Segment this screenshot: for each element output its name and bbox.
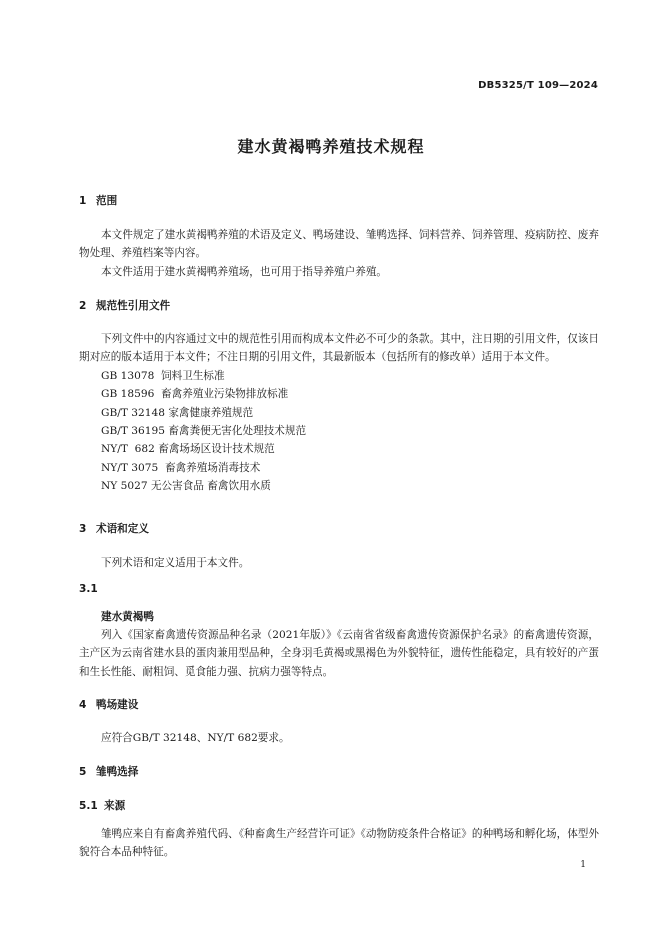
- reference-item: GB/T 36195 畜禽粪便无害化处理技术规范: [101, 425, 307, 438]
- section-1-heading: [79, 193, 117, 208]
- section-number: 1: [79, 195, 87, 207]
- reference-item: NY 5027 无公害食品 畜禽饮用水质: [101, 480, 271, 493]
- term-definition: [79, 626, 599, 681]
- section-4-body: [79, 729, 599, 747]
- subsection-title: 来源: [104, 800, 126, 812]
- section-5-heading: [79, 764, 138, 779]
- section-2-body: [79, 330, 599, 496]
- section-title: 范围: [96, 195, 118, 207]
- subsection-5-1-body: [79, 825, 599, 862]
- paragraph: 应符合GB/T 32148、NY/T 682要求。: [101, 732, 290, 744]
- paragraph: 下列文件中的内容通过文中的规范性引用而构成本文件必不可少的条款。其中，注日期的引用文件，仅该日期对应的版本适用于本文件；不注日期的引用文件，其最新版本（包括所有的修改单）适用于本文件。: [79, 333, 599, 364]
- paragraph: 雏鸭应来自有畜禽养殖代码、《种畜禽生产经营许可证》《动物防疫条件合格证》的种鸭场和孵化场，体型外貌符合本品种特征。: [79, 828, 599, 859]
- term-name: 建水黄褐鸭: [101, 611, 154, 623]
- section-title: 术语和定义: [96, 523, 149, 535]
- section-2-heading: [79, 298, 170, 313]
- reference-item: NY/T 682 畜禽场场区设计技术规范: [101, 443, 275, 456]
- section-title: 鸭场建设: [96, 699, 139, 711]
- subsection-number: 5.1: [79, 800, 98, 812]
- reference-item: GB/T 32148 家禽健康养殖规范: [101, 406, 254, 419]
- subsection-number: 3.1: [79, 583, 98, 595]
- section-title: 雏鸭选择: [96, 766, 139, 778]
- paragraph: 本文件规定了建水黄褐鸭养殖的术语及定义、鸭场建设、雏鸭选择、饲料营养、饲养管理、疫病防控、废弃物处理、养殖档案等内容。: [79, 229, 599, 260]
- paragraph: 下列术语和定义适用于本文件。: [101, 557, 250, 569]
- normative-reference-list: [79, 367, 599, 496]
- section-3-heading: [79, 521, 149, 536]
- section-number: 4: [79, 699, 87, 711]
- reference-item: NY/T 3075 畜禽养殖场消毒技术: [101, 461, 261, 474]
- reference-item: GB 18596 畜禽养殖业污染物排放标准: [101, 388, 289, 401]
- section-1-body: [79, 226, 599, 281]
- section-number: 3: [79, 523, 87, 535]
- document-code: DB5325/T 109—2024: [478, 80, 598, 91]
- section-title: 规范性引用文件: [96, 300, 171, 312]
- section-number: 2: [79, 300, 87, 312]
- section-4-heading: [79, 697, 138, 712]
- reference-item: GB 13078 饲料卫生标准: [101, 369, 225, 382]
- page-number: 1: [580, 860, 586, 870]
- document-title: 建水黄褐鸭养殖技术规程: [237, 137, 425, 156]
- subsection-5-1-heading: [79, 798, 125, 813]
- paragraph: 本文件适用于建水黄褐鸭养殖场，也可用于指导养殖户养殖。: [101, 265, 388, 278]
- paragraph: 列入《国家畜禽遗传资源品种名录（2021年版）》《云南省省级畜禽遗传资源保护名录》的畜禽遗传资源，主产区为云南省建水县的蛋肉兼用型品种，全身羽毛黄褐或黑褐色为外貌特征，遗传性能稳定，具有较好的产蛋和生长性能、耐粗饲、觅食能力强、抗病力强等特点。: [79, 629, 599, 678]
- section-number: 5: [79, 766, 87, 778]
- subsection-3-1-number: [79, 583, 98, 595]
- section-3-body: [79, 554, 599, 572]
